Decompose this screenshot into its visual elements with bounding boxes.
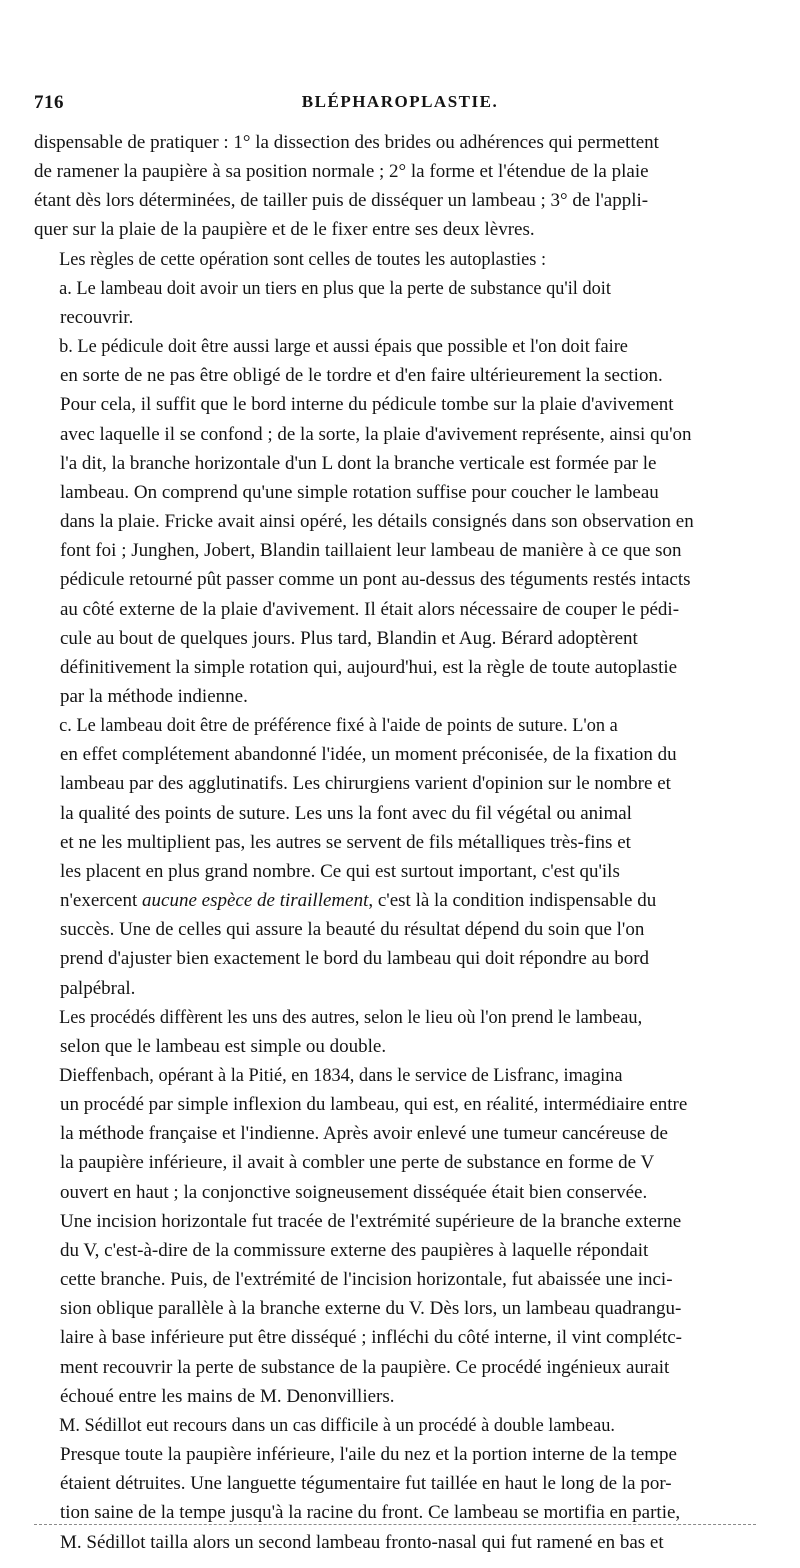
text-line: M. Sédillot eut recours dans un cas difficile à un procédé à double lambeau.: [59, 1414, 615, 1436]
paragraph: [34, 245, 766, 274]
text-line: cule au bout de quelques jours. Plus tard, Blandin et Aug. Bérard adoptèrent: [60, 627, 638, 649]
text-line: définitivement la simple rotation qui, aujourd'hui, est la règle de toute autoplastie: [60, 656, 678, 678]
text-line: la qualité des points de suture. Les uns la font avec du fil végétal ou animal: [60, 802, 632, 824]
text-line: par la méthode indienne.: [60, 685, 248, 707]
body-text: [34, 128, 766, 1557]
text-line: ouvert en haut ; la conjonctive soigneusement disséquée était bien conservée.: [60, 1181, 648, 1203]
paragraph: [34, 128, 766, 245]
text-line: Les procédés diffèrent les uns des autres, selon le lieu où l'on prend le lambeau,: [59, 1006, 643, 1028]
text-line: pédicule retourné pût passer comme un pont au-dessus des téguments restés intacts: [60, 569, 691, 591]
page-header-title: BLÉPHAROPLASTIE.: [301, 92, 499, 111]
page-number: 716: [34, 92, 64, 113]
paragraph: [34, 274, 766, 332]
text-line: a. Le lambeau doit avoir un tiers en plus que la perte de substance qu'il doit: [59, 277, 611, 299]
text-line: tion saine de la tempe jusqu'à la racine du front. Ce lambeau se mortifia en partie,: [60, 1502, 681, 1524]
text-line: c. Le lambeau doit être de préférence fixé à l'aide de points de suture. L'on a: [59, 715, 618, 737]
text-line: étaient détruites. Une languette tégumentaire fut taillée en haut le long de la por-: [60, 1473, 672, 1495]
text-line: prend d'ajuster bien exactement le bord du lambeau qui doit répondre au bord: [60, 948, 650, 970]
text-line: recouvrir.: [60, 306, 134, 328]
text-line: la méthode française et l'indienne. Après avoir enlevé une tumeur cancéreuse de: [60, 1123, 668, 1145]
text-line: de ramener la paupière à sa position normale ; 2° la forme et l'étendue de la plaie: [34, 161, 649, 183]
text-line: Pour cela, il suffit que le bord interne du pédicule tombe sur la plaie d'avivement: [60, 394, 674, 416]
text-line: n'exercent aucune espèce de tiraillement, c'est là la condition indispensable du: [60, 890, 657, 912]
text-line: du V, c'est-à-dire de la commissure externe des paupières à laquelle répondait: [60, 1239, 649, 1261]
italic-phrase: aucune espèce de tiraillement: [142, 890, 369, 912]
text-line: M. Sédillot tailla alors un second lambeau fronto-nasal qui fut ramené en bas et: [60, 1531, 664, 1553]
text-line: avec laquelle il se confond ; de la sorte, la plaie d'avivement représente, ainsi qu'on: [60, 423, 692, 445]
text-line: b. Le pédicule doit être aussi large et aussi épais que possible et l'on doit faire: [59, 336, 628, 358]
paragraph: [34, 711, 766, 1003]
text-line: au côté externe de la plaie d'avivement. Il était alors nécessaire de couper le pédi-: [60, 598, 680, 620]
text-line: dans la plaie. Fricke avait ainsi opéré, les détails consignés dans son observation en: [60, 511, 694, 533]
paragraph: [34, 1003, 766, 1061]
text-line: en sorte de ne pas être obligé de le tordre et d'en faire ultérieurement la section.: [60, 365, 663, 387]
text-line: échoué entre les mains de M. Denonvilliers.: [60, 1385, 395, 1407]
text-line: en effet complétement abandonné l'idée, un moment préconisée, de la fixation du: [60, 744, 677, 766]
text-line: Dieffenbach, opérant à la Pitié, en 1834, dans le service de Lisfranc, imagina: [59, 1065, 623, 1086]
text-line: l'a dit, la branche horizontale d'un L dont la branche verticale est formée par le: [60, 452, 657, 474]
text-line: sion oblique parallèle à la branche externe du V. Dès lors, un lambeau quadrangu-: [60, 1298, 682, 1320]
text-line: lambeau par des agglutinatifs. Les chirurgiens varient d'opinion sur le nombre et: [60, 773, 671, 795]
text-line: les placent en plus grand nombre. Ce qui est surtout important, c'est qu'ils: [60, 860, 620, 882]
text-line: quer sur la plaie de la paupière et de le fixer entre ses deux lèvres.: [34, 219, 535, 241]
text-line: font foi ; Junghen, Jobert, Blandin taillaient leur lambeau de manière à ce que son: [60, 540, 682, 562]
text-line: et ne les multiplient pas, les autres se servent de fils métalliques très-fins et: [60, 831, 631, 853]
text-line: selon que le lambeau est simple ou double.: [60, 1035, 387, 1057]
running-head: [34, 92, 766, 128]
paragraph: [34, 332, 766, 711]
page: [34, 92, 766, 1557]
text-line: palpébral.: [60, 977, 136, 999]
text-line: succès. Une de celles qui assure la beauté du résultat dépend du soin que l'on: [60, 919, 645, 941]
text-line: laire à base inférieure put être disséqué ; infléchi du côté interne, il vint complétc-: [60, 1327, 682, 1349]
text-line: la paupière inférieure, il avait à combler une perte de substance en forme de V: [60, 1152, 655, 1174]
footer-rule: [34, 1524, 756, 1525]
text-line: Les règles de cette opération sont celles de toutes les autoplasties :: [59, 248, 547, 270]
text-line: ment recouvrir la perte de substance de la paupière. Ce procédé ingénieux aurait: [60, 1356, 670, 1378]
text-line: étant dès lors déterminées, de tailler puis de disséquer un lambeau ; 3° de l'appli-: [34, 190, 649, 212]
text-line: lambeau. On comprend qu'une simple rotation suffise pour coucher le lambeau: [60, 481, 659, 503]
text-line: Presque toute la paupière inférieure, l'aile du nez et la portion interne de la tempe: [60, 1444, 677, 1466]
text-line: cette branche. Puis, de l'extrémité de l'incision horizontale, fut abaissée une inci-: [60, 1269, 673, 1291]
paragraph: [34, 1411, 766, 1557]
text-line: un procédé par simple inflexion du lambeau, qui est, en réalité, intermédiaire entre: [60, 1094, 688, 1116]
paragraph: [34, 1061, 766, 1411]
text-line: dispensable de pratiquer : 1° la dissection des brides ou adhérences qui permettent: [34, 132, 659, 153]
text-line: Une incision horizontale fut tracée de l'extrémité supérieure de la branche externe: [60, 1210, 682, 1232]
